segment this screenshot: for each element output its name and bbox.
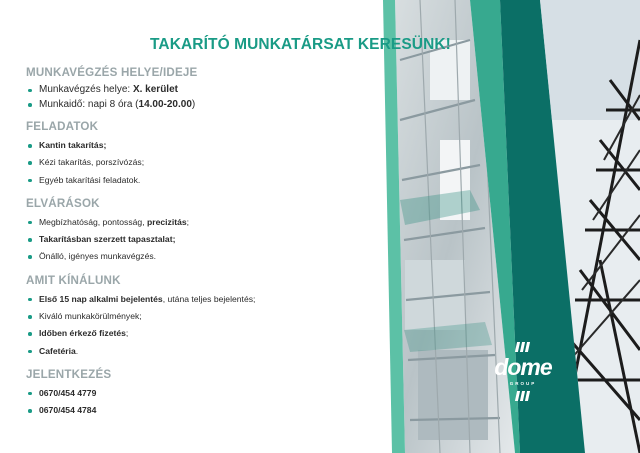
- item-text: ): [191, 98, 196, 110]
- section-heading: ELVÁRÁSOK: [26, 196, 100, 210]
- item-text: Egyéb takarítási feladatok.: [39, 174, 141, 185]
- logo-bars-top: [516, 342, 530, 352]
- list-item: [26, 385, 436, 402]
- list-item: [26, 98, 436, 113]
- section-heading: FELADATOK: [26, 120, 99, 133]
- item-text: ;: [125, 328, 129, 339]
- item-bold-text: 0670/454 4784: [39, 405, 97, 416]
- section-heading: JELENTKEZÉS: [26, 367, 112, 381]
- item-bold-text: Cafetéria: [39, 345, 76, 356]
- logo-subtitle: GROUP: [509, 381, 537, 386]
- section-workplace: [26, 66, 436, 112]
- page-title: TAKARÍTÓ MUNKATÁRSAT KERESÜNK!: [150, 36, 451, 53]
- item-bold-text: 0670/454 4779: [39, 387, 97, 398]
- item-text: Megbízhatóság, pontosság,: [39, 216, 147, 227]
- list-item: [26, 214, 436, 231]
- list-item: [26, 402, 436, 419]
- section-requirements: [26, 197, 436, 266]
- item-bold-text: 14.00-20.00: [138, 98, 192, 110]
- item-text: .: [75, 345, 79, 356]
- logo-wordmark: dome: [494, 354, 552, 380]
- item-text: Kézi takarítás, porszívózás;: [39, 157, 145, 168]
- section-tasks: [26, 120, 436, 189]
- item-text: Kiváló munkakörülmények;: [39, 311, 142, 322]
- bullet-list: [26, 137, 436, 189]
- section-contact: [26, 368, 436, 420]
- item-bold-text: Takarításban szerzett tapasztalat;: [39, 234, 176, 245]
- item-bold-text: precizitás: [146, 216, 187, 227]
- list-item: [26, 343, 436, 360]
- item-bold-text: Első 15 nap alkalmi bejelentés: [39, 293, 163, 304]
- list-item: [26, 137, 436, 154]
- content-column: [26, 66, 436, 420]
- item-bold-text: Kantin takarítás;: [39, 140, 107, 150]
- section-heading: AMIT KÍNÁLUNK: [26, 273, 121, 287]
- list-item: [26, 325, 436, 342]
- bullet-list: [26, 385, 436, 420]
- logo-bars-bottom: [516, 391, 530, 401]
- item-bold-text: X. kerület: [132, 84, 178, 95]
- list-item: [26, 154, 436, 171]
- bullet-list: [26, 291, 436, 360]
- company-logo: [487, 340, 559, 406]
- item-text: ;: [186, 216, 190, 227]
- item-bold-text: Időben érkező fizetés: [39, 328, 126, 339]
- section-heading: MUNKAVÉGZÉS HELYE/IDEJE: [26, 66, 198, 79]
- list-item: [26, 172, 436, 189]
- item-text: Önálló, igényes munkavégzés.: [39, 251, 157, 262]
- list-item: [26, 248, 436, 265]
- item-text: , utána teljes bejelentés;: [162, 293, 256, 304]
- list-item: [26, 83, 436, 98]
- list-item: [26, 308, 436, 325]
- list-item: [26, 231, 436, 248]
- section-offer: [26, 274, 436, 360]
- item-text: Munkavégzés helye:: [39, 84, 133, 95]
- bullet-list: [26, 214, 436, 266]
- item-text: Munkaidő: napi 8 óra (: [39, 98, 139, 110]
- bullet-list: [26, 83, 436, 112]
- list-item: [26, 291, 436, 308]
